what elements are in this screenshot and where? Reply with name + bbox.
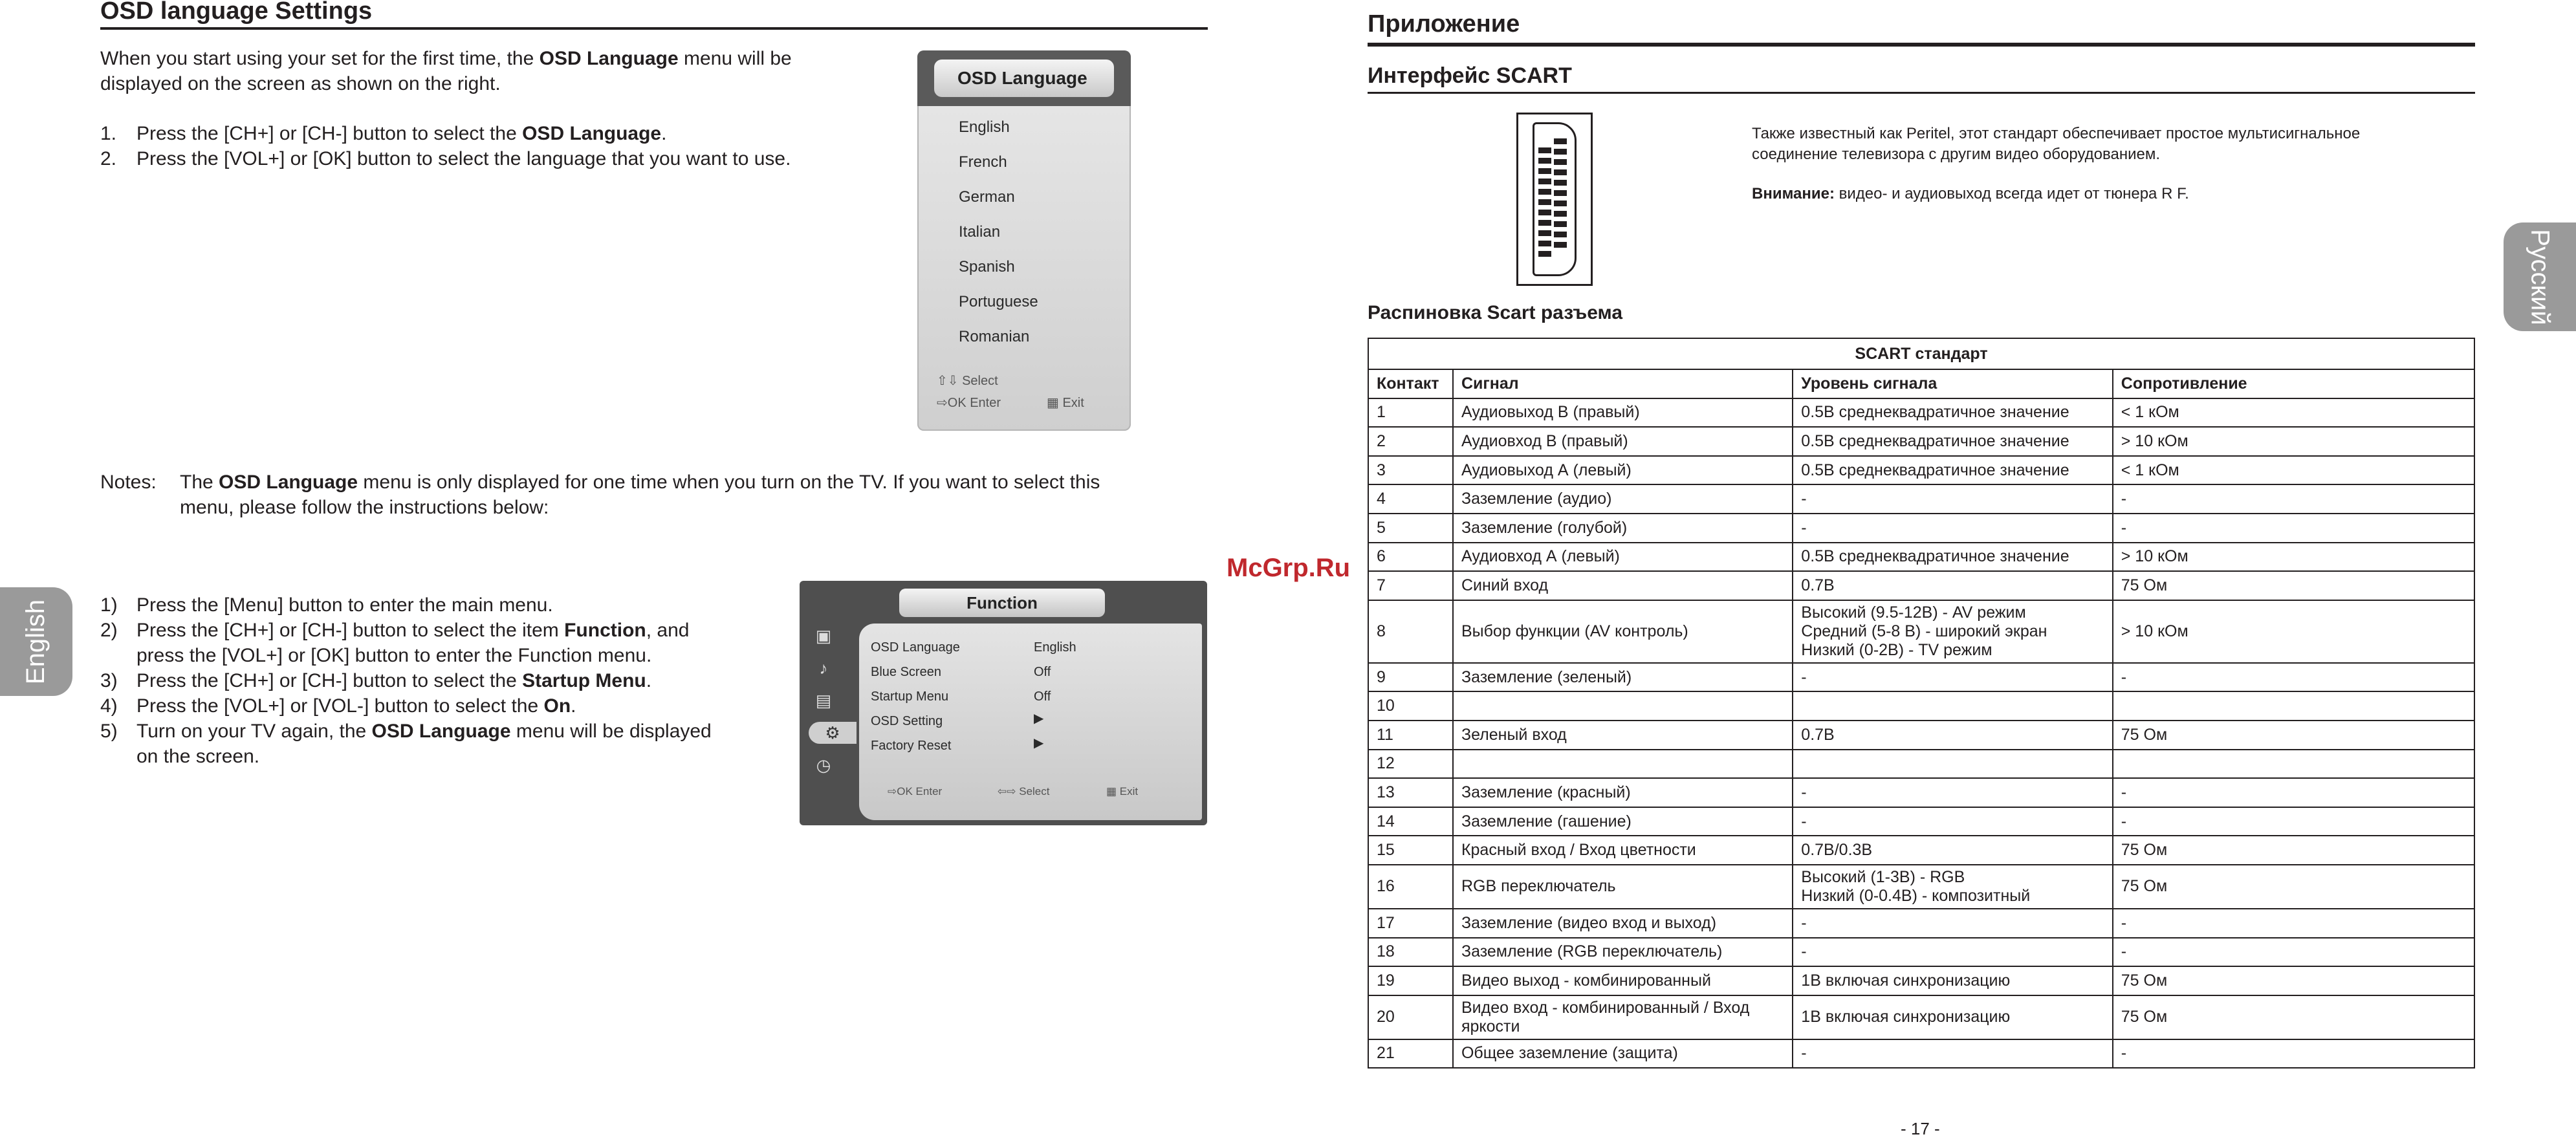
table-caption-row bbox=[1368, 338, 2474, 369]
menu-row-label[interactable]: Factory Reset bbox=[871, 739, 952, 753]
language-option[interactable]: Spanish bbox=[959, 258, 1015, 276]
impedance-cell: - bbox=[2113, 909, 2474, 938]
table-row bbox=[1368, 456, 2474, 485]
pin-number-cell: 16 bbox=[1368, 865, 1453, 909]
level-cell: 1В включая синхронизацию bbox=[1793, 966, 2112, 995]
fn-select-hint bbox=[998, 785, 1049, 798]
pin-number-cell: 6 bbox=[1368, 543, 1453, 572]
pin-number-cell: 7 bbox=[1368, 571, 1453, 600]
ok-arrow-icon: ⇨OK bbox=[888, 785, 913, 797]
submenu-arrow-icon: ▶ bbox=[1034, 736, 1044, 750]
enter-label: Enter bbox=[970, 396, 1001, 410]
level-cell: - bbox=[1793, 1039, 2112, 1068]
pin-number-cell: 5 bbox=[1368, 514, 1453, 543]
menu-row-value: Off bbox=[1034, 689, 1051, 704]
pin-number-cell: 3 bbox=[1368, 456, 1453, 485]
step-number: 4) bbox=[100, 695, 118, 717]
section-rule bbox=[1368, 92, 2475, 94]
impedance-cell: - bbox=[2113, 778, 2474, 807]
list-item bbox=[100, 618, 754, 668]
section-title: Интерфейс SCART bbox=[1368, 63, 1572, 88]
signal-cell: Аудиовход B (правый) bbox=[1453, 427, 1793, 456]
signal-cell: Аудиовход А (левый) bbox=[1453, 543, 1793, 572]
intro-paragraph bbox=[100, 46, 877, 96]
table-caption: SCART стандарт bbox=[1368, 338, 2474, 369]
impedance-cell bbox=[2113, 691, 2474, 721]
level-cell: - bbox=[1793, 778, 2112, 807]
signal-cell: Заземление (зеленый) bbox=[1453, 663, 1793, 692]
table-row bbox=[1368, 865, 2474, 909]
signal-cell: Синий вход bbox=[1453, 571, 1793, 600]
pin-number-cell: 21 bbox=[1368, 1039, 1453, 1068]
table-row bbox=[1368, 778, 2474, 807]
exit-label: Exit bbox=[1119, 785, 1139, 797]
osd-menu-title: OSD Language bbox=[934, 60, 1114, 97]
table-row bbox=[1368, 484, 2474, 514]
warning-label: Внимание: bbox=[1752, 185, 1835, 202]
level-cell bbox=[1793, 691, 2112, 721]
notes-label: Notes: bbox=[100, 472, 157, 493]
pinout-title: Распиновка Scart разъема bbox=[1368, 302, 1623, 323]
step-text: Press the [Menu] button to enter the main menu. bbox=[136, 594, 553, 616]
signal-cell: Выбор функции (AV контроль) bbox=[1453, 600, 1793, 663]
menu-row-label[interactable]: OSD Language bbox=[871, 640, 960, 655]
step-number: 1) bbox=[100, 594, 118, 616]
select-label: Select bbox=[1019, 785, 1050, 797]
exit-icon: ▦ bbox=[1106, 785, 1117, 797]
warning-text: видео- и аудиовыход всегда идет от тюнера R F. bbox=[1834, 185, 2189, 202]
submenu-arrow-icon: ▶ bbox=[1034, 711, 1044, 726]
step-line2: press the [VOL+] or [OK] button to enter the Function menu. bbox=[136, 645, 652, 666]
title-rule bbox=[1368, 43, 2475, 47]
signal-cell: RGB переключатель bbox=[1453, 865, 1793, 909]
pin-number-cell: 14 bbox=[1368, 807, 1453, 836]
ok-arrow-icon: ⇨OK bbox=[937, 396, 966, 410]
impedance-cell: 75 Ом bbox=[2113, 721, 2474, 750]
menu-row-value: English bbox=[1034, 640, 1076, 655]
osd-enter-hint bbox=[937, 395, 1001, 411]
timer-icon[interactable]: ◷ bbox=[816, 755, 831, 775]
impedance-cell: - bbox=[2113, 938, 2474, 967]
level-cell: 0.7В/0.3В bbox=[1793, 836, 2112, 865]
level-cell: - bbox=[1793, 909, 2112, 938]
list-item bbox=[100, 146, 909, 171]
column-header: Уровень сигнала bbox=[1793, 369, 2112, 398]
step-bold: OSD Language bbox=[522, 123, 662, 144]
table-row bbox=[1368, 909, 2474, 938]
level-cell: - bbox=[1793, 807, 2112, 836]
level-cell: 1В включая синхронизацию bbox=[1793, 995, 2112, 1039]
fn-enter-hint bbox=[888, 785, 942, 798]
level-cell: Высокий (9.5-12В) - AV режим Средний (5-8 В) - широкий экран Низкий (0-2В) - TV режим bbox=[1793, 600, 2112, 663]
impedance-cell: 75 Ом bbox=[2113, 995, 2474, 1039]
step-text-end: . bbox=[661, 123, 667, 144]
level-cell bbox=[1793, 750, 2112, 779]
signal-cell: Заземление (гашение) bbox=[1453, 807, 1793, 836]
scart-connector-outline bbox=[1533, 122, 1577, 276]
function-icon[interactable]: ⚙ bbox=[809, 722, 857, 744]
language-option[interactable]: French bbox=[959, 153, 1007, 171]
scart-connector-icon bbox=[1516, 113, 1593, 286]
impedance-cell: 75 Ом bbox=[2113, 571, 2474, 600]
table-row bbox=[1368, 691, 2474, 721]
signal-cell: Зеленый вход bbox=[1453, 721, 1793, 750]
notes-line2: menu, please follow the instructions below: bbox=[180, 497, 549, 518]
step-number: 1. bbox=[100, 123, 117, 144]
description-line1: Также известный как Peritel, этот стандарт обеспечивает простое мультисигнальное bbox=[1752, 125, 2361, 142]
signal-cell: Заземление (аудио) bbox=[1453, 484, 1793, 514]
pin-number-cell: 4 bbox=[1368, 484, 1453, 514]
column-header: Сигнал bbox=[1453, 369, 1793, 398]
picture-icon[interactable]: ▣ bbox=[815, 625, 832, 645]
table-row bbox=[1368, 427, 2474, 456]
side-tab-label: English bbox=[21, 599, 50, 684]
table-row bbox=[1368, 807, 2474, 836]
table-row bbox=[1368, 721, 2474, 750]
pin-number-cell: 15 bbox=[1368, 836, 1453, 865]
signal-cell: Видео вход - комбинированный / Вход яркости bbox=[1453, 995, 1793, 1039]
pin-number-cell: 20 bbox=[1368, 995, 1453, 1039]
table-row bbox=[1368, 600, 2474, 663]
language-option[interactable]: English bbox=[959, 118, 1010, 136]
menu-row-label[interactable]: Startup Menu bbox=[871, 689, 949, 704]
sound-icon[interactable]: ♪ bbox=[819, 658, 828, 678]
osd-menu-header bbox=[917, 50, 1131, 106]
pin-number-cell: 17 bbox=[1368, 909, 1453, 938]
level-cell: 0.7В bbox=[1793, 571, 2112, 600]
side-tab-label: Русский bbox=[2526, 228, 2555, 325]
impedance-cell: > 10 кОм bbox=[2113, 543, 2474, 572]
pin-number-cell: 12 bbox=[1368, 750, 1453, 779]
step-text: Press the [VOL+] or [OK] button to select the language that you want to use. bbox=[136, 148, 791, 169]
warning-note bbox=[1752, 184, 2463, 204]
step-bold: Function bbox=[564, 620, 646, 641]
impedance-cell: > 10 кОм bbox=[2113, 600, 2474, 663]
side-tab-russian bbox=[2504, 222, 2576, 331]
table-row bbox=[1368, 571, 2474, 600]
pin-number-cell: 11 bbox=[1368, 721, 1453, 750]
pin-number-cell: 2 bbox=[1368, 427, 1453, 456]
up-down-arrows-icon: ⇧⇩ bbox=[937, 374, 959, 388]
pin-number-cell: 10 bbox=[1368, 691, 1453, 721]
scart-pinout-table bbox=[1368, 338, 2475, 1068]
signal-cell: Красный вход / Вход цветности bbox=[1453, 836, 1793, 865]
list-item bbox=[100, 121, 909, 146]
step-text: Press the [CH+] or [CH-] button to select the bbox=[136, 123, 523, 144]
table-row bbox=[1368, 514, 2474, 543]
impedance-cell: < 1 кОм bbox=[2113, 398, 2474, 428]
impedance-cell bbox=[2113, 750, 2474, 779]
step-text-end: . bbox=[571, 695, 576, 717]
notes-text-end: menu is only displayed for one time when you turn on the TV. If you want to select this bbox=[358, 472, 1100, 493]
table-row bbox=[1368, 398, 2474, 428]
table-row bbox=[1368, 966, 2474, 995]
table-row bbox=[1368, 663, 2474, 692]
table-row bbox=[1368, 836, 2474, 865]
notes-text bbox=[180, 470, 1208, 520]
table-row bbox=[1368, 750, 2474, 779]
step-bold: OSD Language bbox=[371, 721, 511, 742]
signal-cell: Аудиовыход А (левый) bbox=[1453, 456, 1793, 485]
impedance-cell: - bbox=[2113, 484, 2474, 514]
notes-bold: OSD Language bbox=[219, 472, 358, 493]
pin-number-cell: 9 bbox=[1368, 663, 1453, 692]
impedance-cell: - bbox=[2113, 663, 2474, 692]
table-row bbox=[1368, 995, 2474, 1039]
signal-cell: Заземление (видео вход и выход) bbox=[1453, 909, 1793, 938]
impedance-cell: 75 Ом bbox=[2113, 865, 2474, 909]
step-text-end: , and bbox=[646, 620, 690, 641]
level-cell: - bbox=[1793, 663, 2112, 692]
page-title: OSD language Settings bbox=[100, 0, 373, 25]
step-text: Turn on your TV again, the bbox=[136, 721, 372, 742]
level-cell: - bbox=[1793, 514, 2112, 543]
menu-row-value: Off bbox=[1034, 665, 1051, 679]
intro-line2: displayed on the screen as shown on the right. bbox=[100, 73, 501, 94]
step-number: 2) bbox=[100, 620, 118, 641]
signal-cell: Аудиовыход B (правый) bbox=[1453, 398, 1793, 428]
signal-cell: Видео выход - комбинированный bbox=[1453, 966, 1793, 995]
menu-row-label[interactable]: OSD Setting bbox=[871, 714, 943, 728]
pin-number-cell: 19 bbox=[1368, 966, 1453, 995]
osd-exit-hint bbox=[1047, 395, 1084, 411]
list-item bbox=[100, 719, 754, 769]
language-option[interactable]: German bbox=[959, 188, 1015, 206]
step-number: 5) bbox=[100, 721, 118, 742]
channel-icon[interactable]: ▤ bbox=[815, 690, 832, 710]
select-label: Select bbox=[962, 374, 998, 388]
osd-select-hint bbox=[937, 373, 998, 389]
menu-row-label[interactable]: Blue Screen bbox=[871, 665, 941, 679]
exit-icon: ▦ bbox=[1047, 396, 1059, 410]
list-item bbox=[100, 668, 754, 693]
impedance-cell: - bbox=[2113, 1039, 2474, 1068]
enter-label: Enter bbox=[915, 785, 943, 797]
level-cell: - bbox=[1793, 938, 2112, 967]
function-menu-title: Function bbox=[899, 589, 1105, 617]
step-bold: On bbox=[543, 695, 571, 717]
pin-number-cell: 8 bbox=[1368, 600, 1453, 663]
list-item bbox=[100, 693, 754, 719]
impedance-cell: > 10 кОм bbox=[2113, 427, 2474, 456]
left-right-arrows-icon: ⇦⇨ bbox=[998, 785, 1016, 797]
page-number: - 17 - bbox=[1901, 1119, 1940, 1138]
table-row bbox=[1368, 1039, 2474, 1068]
exit-label: Exit bbox=[1062, 396, 1084, 410]
step-bold: Startup Menu bbox=[522, 670, 646, 691]
intro-text: When you start using your set for the first time, the bbox=[100, 48, 540, 69]
list-item bbox=[100, 592, 754, 618]
step-number: 3) bbox=[100, 670, 118, 691]
signal-cell: Заземление (красный) bbox=[1453, 778, 1793, 807]
language-option[interactable]: Portuguese bbox=[959, 293, 1038, 310]
language-option[interactable]: Romanian bbox=[959, 328, 1030, 345]
title-rule bbox=[100, 27, 1208, 30]
pin-number-cell: 1 bbox=[1368, 398, 1453, 428]
level-cell: 0.5В среднеквадратичное значение bbox=[1793, 543, 2112, 572]
step-line2: on the screen. bbox=[136, 746, 260, 767]
osd-language-menu bbox=[917, 50, 1131, 431]
steps-list-1 bbox=[100, 121, 909, 171]
side-tab-english bbox=[0, 587, 72, 696]
step-number: 2. bbox=[100, 148, 117, 169]
pin-number-cell: 18 bbox=[1368, 938, 1453, 967]
impedance-cell: - bbox=[2113, 807, 2474, 836]
impedance-cell: 75 Ом bbox=[2113, 836, 2474, 865]
table-row bbox=[1368, 938, 2474, 967]
table-header-row bbox=[1368, 369, 2474, 398]
table-row bbox=[1368, 543, 2474, 572]
column-header: Сопротивление bbox=[2113, 369, 2474, 398]
signal-cell: Заземление (RGB переключатель) bbox=[1453, 938, 1793, 967]
step-text: Press the [CH+] or [CH-] button to select the item bbox=[136, 620, 565, 641]
step-text-end: . bbox=[646, 670, 652, 691]
signal-cell bbox=[1453, 750, 1793, 779]
signal-cell bbox=[1453, 691, 1793, 721]
level-cell: - bbox=[1793, 484, 2112, 514]
appendix-title: Приложение bbox=[1368, 10, 1520, 38]
step-text: Press the [VOL+] or [VOL-] button to select the bbox=[136, 695, 544, 717]
step-text: Press the [CH+] or [CH-] button to select the bbox=[136, 670, 523, 691]
pin-number-cell: 13 bbox=[1368, 778, 1453, 807]
fn-exit-hint bbox=[1106, 785, 1138, 798]
impedance-cell: < 1 кОм bbox=[2113, 456, 2474, 485]
level-cell: 0.7В bbox=[1793, 721, 2112, 750]
description-line2: соединение телевизора с другим видео оборудованием. bbox=[1752, 146, 2161, 163]
level-cell: 0.5В среднеквадратичное значение bbox=[1793, 398, 2112, 428]
signal-cell: Заземление (голубой) bbox=[1453, 514, 1793, 543]
scart-description bbox=[1752, 124, 2463, 165]
impedance-cell: 75 Ом bbox=[2113, 966, 2474, 995]
column-header: Контакт bbox=[1368, 369, 1453, 398]
intro-text-end: menu will be bbox=[678, 48, 792, 69]
level-cell: 0.5В среднеквадратичное значение bbox=[1793, 456, 2112, 485]
intro-bold: OSD Language bbox=[539, 48, 679, 69]
notes-text-start: The bbox=[180, 472, 219, 493]
level-cell: Высокий (1-3В) - RGB Низкий (0-0.4В) - композитный bbox=[1793, 865, 2112, 909]
language-option[interactable]: Italian bbox=[959, 223, 1001, 241]
impedance-cell: - bbox=[2113, 514, 2474, 543]
watermark: McGrp.Ru bbox=[1227, 554, 1351, 582]
steps-list-2 bbox=[100, 592, 754, 769]
step-text-end: menu will be displayed bbox=[510, 721, 712, 742]
signal-cell: Общее заземление (защита) bbox=[1453, 1039, 1793, 1068]
function-menu bbox=[800, 581, 1207, 825]
level-cell: 0.5В среднеквадратичное значение bbox=[1793, 427, 2112, 456]
